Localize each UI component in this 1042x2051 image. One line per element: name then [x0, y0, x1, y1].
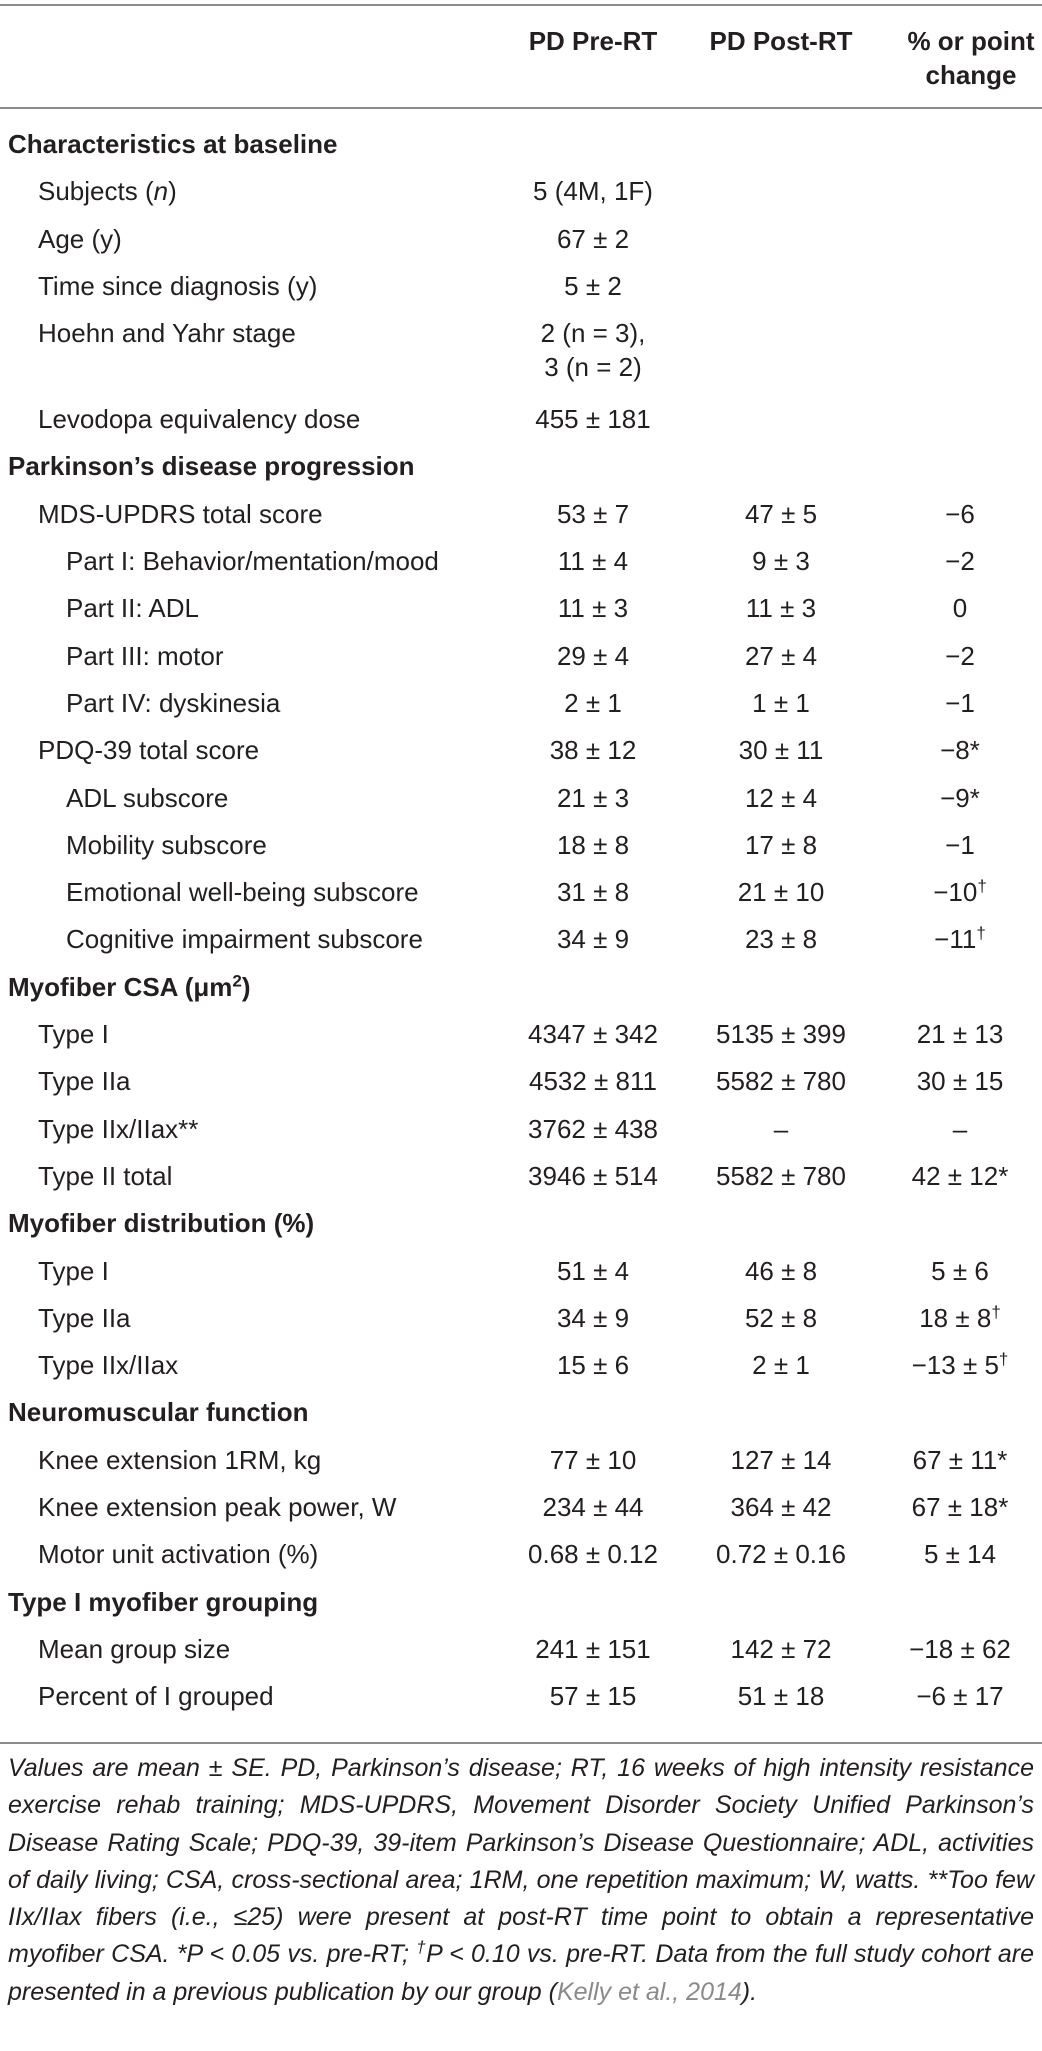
row-label: PDQ-39 total score — [38, 735, 260, 766]
cell-change: 21 ± 13 — [916, 1019, 1004, 1050]
cell-post: 27 ± 4 — [744, 640, 818, 671]
table-row — [0, 922, 1042, 969]
row-label: Mobility subscore — [66, 829, 267, 860]
column-header-pre-rt: PD Pre-RT — [528, 26, 658, 56]
cell-change: −8* — [940, 735, 980, 766]
row-label: Emotional well-being subscore — [66, 877, 419, 908]
table-row — [0, 1112, 1042, 1159]
cell-pre: 4347 ± 342 — [528, 1019, 658, 1050]
row-label: Type I — [38, 1019, 109, 1050]
row-label: MDS-UPDRS total score — [38, 498, 323, 529]
table-bottom-rule — [0, 1742, 1042, 1744]
table-row — [0, 1679, 1042, 1726]
section-heading — [0, 1395, 1042, 1442]
cell-change: 67 ± 18* — [911, 1492, 1009, 1523]
section-label: Myofiber distribution (%) — [8, 1208, 315, 1239]
cell-pre — [488, 316, 698, 384]
row-label: Type IIx/IIax** — [38, 1113, 199, 1144]
cell-change: 5 ± 6 — [931, 1255, 989, 1286]
section-label: Characteristics at baseline — [8, 129, 338, 159]
table-row — [0, 497, 1042, 544]
cell-pre: 67 ± 2 — [556, 223, 630, 254]
row-label: Hoehn and Yahr stage — [38, 318, 296, 349]
cell-pre: 38 ± 12 — [549, 735, 637, 766]
section-heading — [0, 449, 1042, 496]
cell-post: 51 ± 18 — [737, 1681, 825, 1712]
dagger-mark: † — [991, 1302, 1001, 1322]
cell-change: −6 — [945, 498, 975, 529]
cell-change: – — [952, 1113, 968, 1144]
cell-pre: 21 ± 3 — [556, 782, 630, 813]
cell-post: 5135 ± 399 — [716, 1019, 846, 1050]
table-row — [0, 1064, 1042, 1111]
cell-pre: 0.68 ± 0.12 — [528, 1539, 658, 1570]
cell-post: 46 ± 8 — [744, 1255, 818, 1286]
cell-post: 23 ± 8 — [744, 924, 818, 955]
cell-post: 17 ± 8 — [744, 829, 818, 860]
row-label: Levodopa equivalency dose — [38, 404, 361, 435]
cell-pre-line2: 3 (n = 2) — [544, 352, 642, 383]
row-label: Motor unit activation (%) — [38, 1539, 319, 1570]
row-label: Percent of I grouped — [38, 1681, 274, 1712]
cell-post: 21 ± 10 — [737, 877, 825, 908]
table-header-rule — [0, 107, 1042, 109]
cell-post: 5582 ± 780 — [716, 1160, 846, 1191]
cell-post: 364 ± 42 — [730, 1492, 832, 1523]
table-row — [0, 1537, 1042, 1584]
table-row — [0, 1159, 1042, 1206]
cell-post: – — [773, 1113, 789, 1144]
cell-change: 42 ± 12* — [911, 1160, 1009, 1191]
table-row — [0, 402, 1042, 449]
cell-change: −2 — [945, 546, 975, 577]
row-label: Age (y) — [38, 223, 122, 254]
column-header-change-line2: change — [925, 60, 1017, 90]
table-row — [0, 733, 1042, 780]
cell-post: 11 ± 3 — [745, 593, 817, 624]
row-label: Knee extension 1RM, kg — [38, 1444, 322, 1475]
cell-change: −13 ± 5† — [911, 1349, 1009, 1381]
dagger-mark: † — [977, 876, 987, 896]
cell-change: −2 — [945, 640, 975, 671]
table-row — [0, 1254, 1042, 1301]
table-row — [0, 781, 1042, 828]
table-row — [0, 544, 1042, 591]
cell-change: 18 ± 8† — [919, 1302, 1001, 1333]
cell-pre: 455 ± 181 — [535, 404, 651, 435]
table-row — [0, 591, 1042, 638]
table-row — [0, 1632, 1042, 1679]
table-row — [0, 686, 1042, 733]
cell-pre-line1: 2 (n = 3), — [540, 318, 646, 349]
row-label: Time since diagnosis (y) — [38, 270, 318, 301]
cell-pre: 31 ± 8 — [556, 877, 630, 908]
cell-pre: 5 ± 2 — [564, 270, 622, 301]
cell-post: 30 ± 11 — [738, 735, 824, 766]
dagger-mark: † — [998, 1349, 1009, 1369]
row-label: Subjects (n) — [38, 176, 177, 207]
row-label: Type IIa — [38, 1066, 131, 1097]
cell-pre: 53 ± 7 — [556, 498, 630, 529]
table-row — [0, 639, 1042, 686]
cell-change: −9* — [940, 782, 980, 813]
cell-pre: 18 ± 8 — [556, 829, 630, 860]
row-label: Type I — [38, 1255, 109, 1286]
cell-change: 0 — [952, 593, 968, 624]
column-header-change-line1: % or point — [907, 26, 1035, 56]
cell-pre: 3946 ± 514 — [528, 1160, 658, 1191]
cell-pre: 234 ± 44 — [542, 1492, 644, 1523]
table-row — [0, 1301, 1042, 1348]
row-label: Part III: motor — [66, 640, 224, 671]
cell-post: 47 ± 5 — [744, 498, 818, 529]
cell-change: −1 — [945, 829, 975, 860]
row-label: Part II: ADL — [66, 593, 199, 624]
row-label: Knee extension peak power, W — [38, 1492, 397, 1523]
row-label: Type IIa — [38, 1302, 131, 1333]
table-row — [0, 1443, 1042, 1490]
cell-pre: 51 ± 4 — [556, 1255, 630, 1286]
cell-change: −10† — [933, 876, 987, 908]
dagger-mark: † — [976, 923, 986, 943]
cell-change: 30 ± 15 — [916, 1066, 1004, 1097]
row-label: Mean group size — [38, 1633, 231, 1664]
section-heading — [0, 970, 1042, 1017]
section-label: Neuromuscular function — [8, 1397, 309, 1428]
cell-post: 5582 ± 780 — [716, 1066, 846, 1097]
cell-post: 52 ± 8 — [744, 1302, 818, 1333]
row-label: Part I: Behavior/mentation/mood — [66, 546, 439, 577]
table-body — [0, 127, 1042, 1727]
cell-post: 142 ± 72 — [730, 1633, 832, 1664]
cell-pre: 3762 ± 438 — [528, 1113, 658, 1144]
table-row — [0, 1490, 1042, 1537]
cell-change: 67 ± 11* — [912, 1444, 1008, 1475]
cell-post: 1 ± 1 — [752, 687, 810, 718]
citation-link[interactable]: Kelly et al., 2014 — [556, 1977, 742, 2006]
cell-post: 0.72 ± 0.16 — [716, 1539, 846, 1570]
section-heading — [0, 127, 1042, 174]
cell-pre: 11 ± 3 — [557, 593, 629, 624]
cell-pre: 77 ± 10 — [549, 1444, 637, 1475]
row-label: Type IIx/IIax — [38, 1350, 179, 1381]
cell-change: −18 ± 62 — [909, 1633, 1011, 1664]
section-heading — [0, 1206, 1042, 1253]
cell-change: 5 ± 14 — [923, 1539, 997, 1570]
table-row — [0, 174, 1042, 221]
cell-pre: 11 ± 4 — [557, 546, 629, 577]
table-row — [0, 1348, 1042, 1395]
column-header-change — [900, 24, 1042, 92]
row-label: ADL subscore — [66, 782, 229, 813]
row-label: Part IV: dyskinesia — [66, 687, 281, 718]
table-row — [0, 269, 1042, 316]
cell-pre: 57 ± 15 — [549, 1681, 637, 1712]
cell-pre: 34 ± 9 — [556, 1302, 630, 1333]
cell-change: −11† — [934, 923, 986, 955]
table-row — [0, 828, 1042, 875]
section-heading — [0, 1585, 1042, 1632]
section-label: Myofiber CSA $(\mu m^2)$ — [8, 971, 251, 1002]
cell-pre: 4532 ± 811 — [528, 1066, 657, 1097]
cell-pre: 2 ± 1 — [564, 687, 622, 718]
cell-pre: 29 ± 4 — [556, 640, 630, 671]
table-row — [0, 1017, 1042, 1064]
table-top-rule — [0, 4, 1042, 6]
row-label: Type II total — [38, 1160, 173, 1191]
table-footnote: Values are mean ± SE. PD, Parkinson’s disease; RT, 16 weeks of high intensity resistance exercise rehab training; MDS-UPDRS, Movement Disorder Society Unified Parkinson’s Disease Rating Scale; PDQ-39, 39-item Parkinson’s Disease Questionnaire; ADL, activities of daily living; CSA, cross-sectional area; 1RM, one repetition maximum; W, watts. **Too few IIx/IIax fibers (i.e., ≤25) were present at post-RT time point to obtain a representative myofiber CSA. *P < 0.05 vs. pre-RT; †P < 0.10 vs. pre-RT. Data from the full study cohort are presented in a previous publication by our group (Kelly et al., 2014). — [8, 1754, 1034, 2006]
cell-pre: 34 ± 9 — [556, 924, 630, 955]
section-label: Type I myofiber grouping — [8, 1586, 319, 1617]
cell-post: 9 ± 3 — [752, 546, 810, 577]
table-row — [0, 316, 1042, 402]
cell-post: 2 ± 1 — [752, 1350, 810, 1381]
cell-change: −1 — [945, 687, 975, 718]
cell-pre: 15 ± 6 — [556, 1350, 630, 1381]
row-label: Cognitive impairment subscore — [66, 924, 423, 955]
cell-pre: 241 ± 151 — [535, 1633, 651, 1664]
table-row — [0, 222, 1042, 269]
section-label: Parkinson’s disease progression — [8, 451, 415, 482]
table-row — [0, 875, 1042, 922]
cell-change: −6 ± 17 — [916, 1681, 1004, 1712]
dagger-mark: † — [416, 1938, 427, 1958]
cell-post: 127 ± 14 — [730, 1444, 832, 1475]
cell-post: 12 ± 4 — [744, 782, 818, 813]
column-header-post-rt: PD Post-RT — [709, 26, 853, 56]
cell-pre: 5 (4M, 1F) — [533, 176, 653, 207]
